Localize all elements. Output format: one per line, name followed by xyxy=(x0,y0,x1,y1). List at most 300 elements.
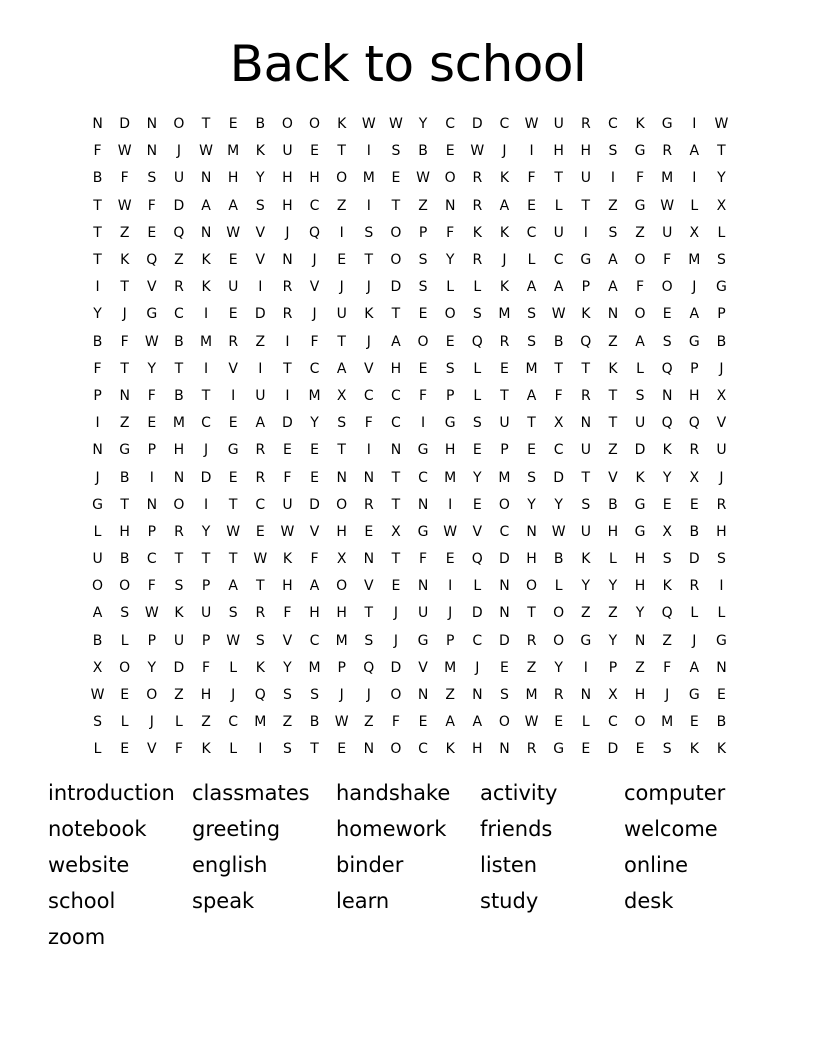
grid-letter: V xyxy=(418,659,428,676)
grid-letter: H xyxy=(119,523,130,540)
grid-letter: O xyxy=(498,714,510,731)
grid-letter: J xyxy=(339,279,344,296)
grid-letter: O xyxy=(336,170,348,187)
grid-letter: F xyxy=(147,197,156,214)
grid-letter: B xyxy=(92,632,103,649)
grid-letter: S xyxy=(608,224,618,241)
grid-letter: X xyxy=(716,197,727,214)
grid-letter: K xyxy=(201,741,211,758)
grid-letter: U xyxy=(282,143,293,160)
word-list-item: website xyxy=(48,852,130,877)
grid-letter: T xyxy=(500,387,509,404)
grid-letter: E xyxy=(662,496,672,513)
grid-letter: I xyxy=(258,360,263,377)
grid-letter: Q xyxy=(661,605,673,622)
grid-letter: G xyxy=(119,442,131,459)
grid-letter: B xyxy=(418,143,428,160)
grid-letter: I xyxy=(339,224,344,241)
grid-letter: W xyxy=(524,714,539,731)
grid-letter: J xyxy=(719,469,724,486)
grid-letter: D xyxy=(119,116,131,133)
grid-letter: C xyxy=(608,116,618,133)
grid-letter: R xyxy=(255,469,266,486)
grid-letter: A xyxy=(526,279,537,296)
grid-letter: F xyxy=(419,387,428,404)
grid-letter: N xyxy=(444,197,456,214)
grid-letter: K xyxy=(689,741,699,758)
word-list xyxy=(48,776,768,955)
word-list-item: homework xyxy=(336,817,447,842)
grid-letter: H xyxy=(607,523,619,540)
grid-row xyxy=(84,573,735,600)
word-list-item: welcome xyxy=(624,817,718,842)
grid-letter: G xyxy=(634,496,646,513)
grid-letter: P xyxy=(581,279,591,296)
grid-letter: B xyxy=(92,333,103,350)
grid-letter: F xyxy=(174,741,183,758)
grid-letter: W xyxy=(117,143,132,160)
grid-letter: Y xyxy=(256,170,265,187)
grid-letter: K xyxy=(201,279,211,296)
grid-letter: U xyxy=(716,442,727,459)
grid-letter: V xyxy=(309,523,320,540)
grid-letter: V xyxy=(282,632,293,649)
grid-letter: E xyxy=(228,469,238,486)
grid-letter: K xyxy=(445,741,455,758)
grid-letter: V xyxy=(716,415,727,432)
grid-letter: N xyxy=(661,387,673,404)
grid-letter: A xyxy=(608,252,618,269)
grid-letter: N xyxy=(580,687,592,704)
grid-letter: W xyxy=(524,116,539,133)
grid-letter: M xyxy=(498,469,511,486)
grid-letter: W xyxy=(144,333,159,350)
grid-letter: N xyxy=(417,578,429,595)
grid-letter: H xyxy=(309,605,320,622)
grid-letter: K xyxy=(581,551,591,568)
grid-letter: U xyxy=(553,116,564,133)
grid-letter: X xyxy=(689,469,700,486)
grid-letter: J xyxy=(149,714,154,731)
grid-letter: O xyxy=(390,741,402,758)
grid-letter: J xyxy=(719,360,724,377)
grid-letter: Z xyxy=(526,659,537,676)
grid-letter: E xyxy=(500,659,509,676)
grid-letter: R xyxy=(472,197,483,214)
grid-letter: R xyxy=(662,143,673,160)
grid-letter: T xyxy=(391,469,401,486)
grid-letter: E xyxy=(418,714,428,731)
grid-letter: F xyxy=(364,415,373,432)
grid-letter: G xyxy=(92,496,103,513)
grid-letter: L xyxy=(636,360,644,377)
grid-letter: S xyxy=(93,714,102,731)
grid-letter: G xyxy=(580,632,592,649)
grid-letter: Y xyxy=(554,659,563,676)
grid-letter: U xyxy=(173,170,185,187)
word-list-item: greeting xyxy=(192,817,281,842)
grid-letter: S xyxy=(635,387,645,404)
grid-letter: T xyxy=(527,605,536,622)
grid-letter: I xyxy=(231,387,236,404)
grid-letter: J xyxy=(366,333,371,350)
grid-row xyxy=(84,682,735,709)
grid-row xyxy=(84,709,735,736)
grid-letter: D xyxy=(309,496,320,513)
grid-row xyxy=(84,274,735,301)
grid-letter: O xyxy=(390,687,402,704)
word-list-row xyxy=(48,883,768,919)
grid-letter: E xyxy=(228,306,238,323)
grid-letter: S xyxy=(527,306,536,323)
grid-letter: H xyxy=(472,741,483,758)
grid-letter: M xyxy=(525,360,538,377)
grid-letter: J xyxy=(203,442,209,459)
grid-letter: V xyxy=(472,523,483,540)
grid-letter: V xyxy=(364,360,374,377)
grid-letter: K xyxy=(255,143,265,160)
grid-letter: H xyxy=(553,143,564,160)
grid-letter: N xyxy=(499,605,510,622)
grid-letter: S xyxy=(418,279,428,296)
grid-letter: F xyxy=(636,279,645,296)
grid-letter: N xyxy=(499,578,510,595)
grid-letter: D xyxy=(282,415,293,432)
grid-letter: X xyxy=(662,523,672,540)
grid-letter: C xyxy=(499,116,510,133)
grid-letter: T xyxy=(391,306,401,323)
grid-letter: K xyxy=(635,116,645,133)
grid-letter: S xyxy=(662,741,672,758)
grid-letter: Z xyxy=(119,415,130,432)
grid-letter: Z xyxy=(635,659,645,676)
grid-letter: S xyxy=(499,687,509,704)
grid-letter: A xyxy=(526,387,537,404)
grid-letter: X xyxy=(336,387,347,404)
grid-letter: L xyxy=(229,659,238,676)
grid-letter: L xyxy=(473,360,482,377)
grid-letter: M xyxy=(308,387,321,404)
grid-letter: B xyxy=(553,551,564,568)
grid-letter: T xyxy=(337,442,346,459)
word-list-item: school xyxy=(48,888,116,913)
grid-letter: Z xyxy=(174,687,184,704)
grid-letter: J xyxy=(448,605,453,622)
grid-letter: N xyxy=(634,632,646,649)
grid-letter: E xyxy=(255,523,265,540)
grid-letter: J xyxy=(312,306,317,323)
grid-letter: G xyxy=(688,687,700,704)
grid-letter: P xyxy=(147,442,157,459)
grid-letter: L xyxy=(690,197,699,214)
word-list-row xyxy=(48,812,768,848)
grid-letter: X xyxy=(391,523,401,540)
grid-letter: X xyxy=(689,224,700,241)
grid-letter: I xyxy=(203,306,209,323)
grid-letter: E xyxy=(527,442,536,459)
grid-letter: T xyxy=(93,224,102,241)
grid-letter: Y xyxy=(418,116,428,133)
grid-letter: Z xyxy=(174,252,184,269)
grid-letter: T xyxy=(581,197,591,214)
grid-letter: I xyxy=(529,143,534,160)
grid-letter: R xyxy=(282,306,293,323)
grid-letter: A xyxy=(228,578,238,595)
grid-letter: O xyxy=(553,605,565,622)
grid-letter: M xyxy=(362,170,375,187)
grid-letter: C xyxy=(391,415,401,432)
grid-letter: E xyxy=(337,252,347,269)
grid-letter: N xyxy=(146,143,158,160)
grid-letter: B xyxy=(689,523,700,540)
grid-letter: K xyxy=(716,741,727,758)
grid-letter: B xyxy=(174,387,184,404)
grid-letter: K xyxy=(255,659,265,676)
grid-letter: B xyxy=(255,116,266,133)
grid-letter: E xyxy=(418,306,428,323)
grid-letter: S xyxy=(282,687,292,704)
grid-letter: I xyxy=(719,578,724,595)
grid-letter: A xyxy=(228,197,238,214)
word-list-item: speak xyxy=(192,888,255,913)
grid-letter: Z xyxy=(255,333,266,350)
grid-letter: C xyxy=(363,387,374,404)
grid-letter: R xyxy=(228,333,239,350)
grid-letter: A xyxy=(499,197,510,214)
grid-letter: S xyxy=(418,252,428,269)
grid-letter: U xyxy=(417,605,429,622)
grid-letter: Y xyxy=(581,578,591,595)
grid-letter: A xyxy=(92,605,103,622)
grid-letter: D xyxy=(173,659,185,676)
grid-letter: F xyxy=(419,551,428,568)
grid-letter: I xyxy=(583,659,588,676)
grid-letter: J xyxy=(285,224,290,241)
grid-letter: N xyxy=(390,442,402,459)
grid-letter: A xyxy=(391,333,401,350)
grid-letter: U xyxy=(662,224,673,241)
grid-letter: S xyxy=(174,578,184,595)
grid-letter: D xyxy=(634,442,646,459)
grid-letter: B xyxy=(92,170,103,187)
grid-letter: H xyxy=(634,578,646,595)
grid-letter: C xyxy=(418,469,428,486)
grid-letter: S xyxy=(391,143,401,160)
grid-letter: H xyxy=(580,143,592,160)
grid-letter: O xyxy=(336,496,348,513)
grid-letter: Z xyxy=(336,197,347,214)
grid-letter: D xyxy=(499,632,510,649)
grid-letter: B xyxy=(309,714,320,731)
grid-letter: F xyxy=(554,387,563,404)
grid-letter: T xyxy=(364,605,374,622)
grid-letter: R xyxy=(526,741,537,758)
grid-letter: O xyxy=(634,714,646,731)
grid-letter: L xyxy=(93,741,102,758)
grid-letter: P xyxy=(418,224,428,241)
grid-letter: H xyxy=(173,442,185,459)
grid-row xyxy=(84,193,735,220)
word-list-item: binder xyxy=(336,852,404,877)
grid-letter: W xyxy=(144,605,159,622)
grid-letter: H xyxy=(200,687,212,704)
grid-letter: I xyxy=(610,170,615,187)
grid-letter: M xyxy=(254,714,267,731)
grid-row xyxy=(84,383,735,410)
letter-grid xyxy=(84,111,735,764)
grid-letter: O xyxy=(498,496,510,513)
grid-letter: I xyxy=(583,224,588,241)
grid-letter: Z xyxy=(608,605,618,622)
grid-letter: X xyxy=(553,415,564,432)
grid-letter: T xyxy=(120,360,129,377)
grid-letter: I xyxy=(366,143,371,160)
grid-letter: N xyxy=(580,415,592,432)
grid-letter: G xyxy=(634,197,646,214)
grid-letter: U xyxy=(580,523,591,540)
grid-letter: Z xyxy=(364,714,374,731)
grid-letter: U xyxy=(499,415,510,432)
grid-letter: F xyxy=(310,333,319,350)
grid-letter: S xyxy=(310,687,319,704)
grid-letter: K xyxy=(635,469,645,486)
grid-letter: D xyxy=(200,469,212,486)
grid-letter: D xyxy=(499,551,510,568)
grid-letter: G xyxy=(688,333,700,350)
grid-letter: G xyxy=(580,252,592,269)
grid-letter: L xyxy=(473,279,482,296)
grid-letter: P xyxy=(608,659,618,676)
grid-letter: G xyxy=(444,415,456,432)
grid-letter: Z xyxy=(581,605,591,622)
grid-letter: T xyxy=(527,415,536,432)
grid-letter: V xyxy=(147,279,157,296)
grid-letter: Y xyxy=(93,306,102,323)
grid-letter: R xyxy=(526,632,537,649)
grid-letter: N xyxy=(146,116,158,133)
grid-letter: G xyxy=(634,143,646,160)
word-list-item: study xyxy=(480,888,539,913)
grid-letter: U xyxy=(173,632,185,649)
grid-letter: E xyxy=(147,224,157,241)
grid-letter: J xyxy=(312,252,317,269)
grid-letter: R xyxy=(174,523,184,540)
grid-letter: B xyxy=(119,551,130,568)
grid-letter: T xyxy=(581,469,591,486)
grid-letter: T xyxy=(93,252,102,269)
grid-letter: Q xyxy=(688,415,700,432)
grid-letter: O xyxy=(390,252,402,269)
grid-letter: M xyxy=(200,333,213,350)
grid-letter: U xyxy=(200,605,212,622)
grid-letter: E xyxy=(337,741,347,758)
grid-letter: J xyxy=(122,306,127,323)
grid-letter: X xyxy=(336,551,347,568)
grid-letter: F xyxy=(120,170,129,187)
grid-letter: J xyxy=(393,605,398,622)
word-list-item: computer xyxy=(624,781,726,806)
word-list-row xyxy=(48,919,768,955)
grid-letter: W xyxy=(334,714,349,731)
grid-letter: R xyxy=(689,442,700,459)
grid-letter: W xyxy=(389,116,403,133)
grid-letter: F xyxy=(663,659,672,676)
grid-letter: O xyxy=(417,333,429,350)
grid-letter: I xyxy=(448,496,453,513)
grid-letter: K xyxy=(282,551,293,568)
grid-letter: G xyxy=(417,442,429,459)
grid-letter: L xyxy=(609,551,617,568)
grid-letter: N xyxy=(499,741,510,758)
grid-letter: H xyxy=(689,387,700,404)
grid-letter: T xyxy=(283,360,292,377)
grid-letter: W xyxy=(416,170,430,187)
grid-letter: V xyxy=(228,360,238,377)
grid-letter: E xyxy=(689,714,699,731)
word-list-item: learn xyxy=(336,888,390,913)
grid-letter: L xyxy=(554,197,563,214)
grid-letter: R xyxy=(174,279,184,296)
grid-letter: T xyxy=(364,252,374,269)
grid-letter: E xyxy=(527,197,536,214)
grid-letter: Y xyxy=(445,252,455,269)
grid-letter: U xyxy=(255,387,266,404)
grid-letter: P xyxy=(500,442,509,459)
grid-letter: O xyxy=(119,659,131,676)
grid-letter: R xyxy=(580,116,591,133)
grid-letter: N xyxy=(200,170,212,187)
grid-letter: G xyxy=(417,632,429,649)
grid-letter: W xyxy=(714,116,729,133)
grid-letter: Z xyxy=(282,714,293,731)
grid-letter: R xyxy=(255,605,266,622)
grid-letter: E xyxy=(391,170,401,187)
grid-letter: T xyxy=(391,496,401,513)
grid-letter: H xyxy=(282,197,293,214)
grid-letter: C xyxy=(418,741,428,758)
grid-letter: H xyxy=(227,170,239,187)
grid-letter: K xyxy=(337,116,347,133)
grid-letter: W xyxy=(226,632,241,649)
grid-letter: T xyxy=(256,578,265,595)
grid-letter: J xyxy=(502,252,507,269)
grid-letter: M xyxy=(227,143,240,160)
grid-letter: J xyxy=(366,687,371,704)
grid-letter: T xyxy=(391,197,401,214)
grid-letter: Q xyxy=(580,333,592,350)
grid-letter: N xyxy=(146,496,158,513)
grid-letter: E xyxy=(472,442,482,459)
grid-letter: E xyxy=(445,143,455,160)
grid-letter: L xyxy=(581,714,590,731)
grid-letter: C xyxy=(526,224,537,241)
grid-row xyxy=(84,600,735,627)
grid-letter: O xyxy=(444,306,456,323)
grid-letter: M xyxy=(172,415,185,432)
grid-letter: C xyxy=(255,496,266,513)
grid-letter: K xyxy=(662,578,672,595)
grid-letter: T xyxy=(228,551,238,568)
grid-row xyxy=(84,492,735,519)
grid-letter: I xyxy=(366,197,371,214)
grid-letter: J xyxy=(176,143,181,160)
grid-letter: I xyxy=(203,360,209,377)
grid-letter: Y xyxy=(717,170,726,187)
grid-letter: U xyxy=(580,442,591,459)
grid-letter: R xyxy=(363,496,374,513)
grid-letter: L xyxy=(473,387,482,404)
grid-letter: E xyxy=(717,687,726,704)
